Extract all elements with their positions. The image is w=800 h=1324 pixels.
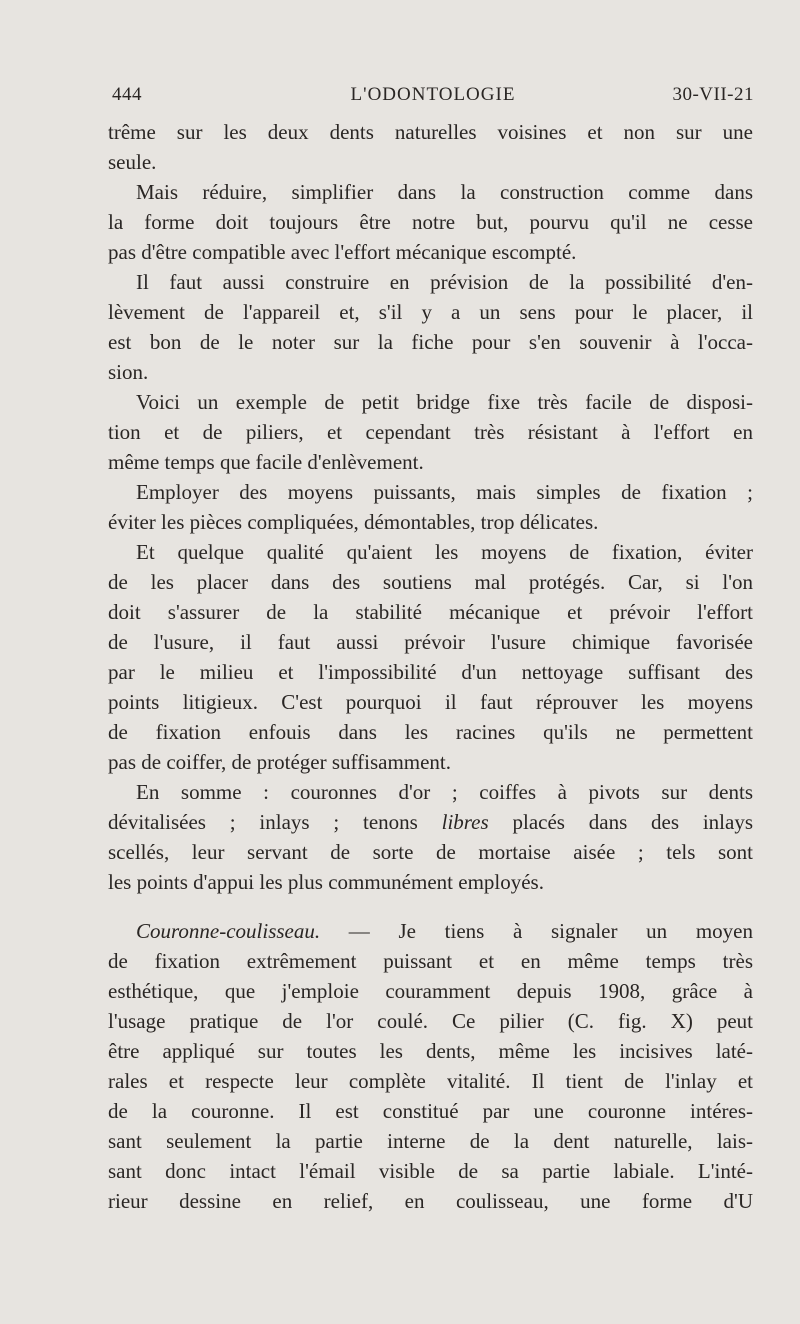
text-line: Il faut aussi construire en prévision de la possibilité d'en- [136, 270, 753, 294]
journal-title: L'ODONTOLOGIE [350, 84, 516, 105]
text-line: sion. [108, 360, 149, 384]
text-line: En somme : couronnes d'or ; coiffes à pivots sur dents [136, 780, 753, 804]
text-line: être appliqué sur toutes les dents, même les incisives laté- [108, 1039, 753, 1063]
text-line: même temps que facile d'enlèvement. [108, 450, 424, 474]
text-line: de la couronne. Il est constitué par une couronne intéres- [108, 1099, 753, 1123]
text-line: points litigieux. C'est pourquoi il faut réprouver les moyens [108, 690, 753, 714]
text-line: rieur dessine en relief, en coulisseau, une forme d'U [108, 1189, 753, 1213]
text-line: Voici un exemple de petit bridge fixe très facile de disposi- [136, 390, 753, 414]
text-line: pas d'être compatible avec l'effort mécanique escompté. [108, 240, 577, 264]
text-line: de l'usure, il faut aussi prévoir l'usure chimique favorisée [108, 630, 753, 654]
text-line: l'usage pratique de l'or coulé. Ce pilier (C. fig. X) peut [108, 1009, 753, 1033]
running-header [112, 84, 754, 112]
text-run: placés dans des inlays [488, 810, 753, 834]
text-line: éviter les pièces compliquées, démontables, trop délicates. [108, 510, 599, 534]
text-line: esthétique, que j'emploie couramment depuis 1908, grâce à [108, 979, 753, 1003]
text-line: doit s'assurer de la stabilité mécanique et prévoir l'effort [108, 600, 753, 624]
section-first-line [108, 916, 753, 946]
text-line: scellés, leur servant de sorte de mortaise aisée ; tels sont [108, 840, 753, 864]
text-line: les points d'appui les plus communément employés. [108, 870, 544, 894]
text-line: de fixation extrêmement puissant et en même temps très [108, 949, 753, 973]
text-line: rales et respecte leur complète vitalité. Il tient de l'inlay et [108, 1069, 753, 1093]
text-line: trême sur les deux dents naturelles voisines et non sur une [108, 120, 753, 144]
text-line: pas de coiffer, de protéger suffisamment. [108, 750, 452, 774]
text-line: de les placer dans des soutiens mal protégés. Car, si l'on [108, 570, 753, 594]
text-run: — Je tiens à signaler un moyen [320, 919, 753, 943]
page-number: 444 [112, 84, 142, 105]
text-line: seule. [108, 150, 157, 174]
text-run: dévitalisées ; inlays ; tenons [108, 810, 442, 834]
text-line: Mais réduire, simplifier dans la construction comme dans [136, 180, 753, 204]
text-line: tion et de piliers, et cependant très résistant à l'effort en [108, 420, 753, 444]
text-line: lèvement de l'appareil et, s'il y a un sens pour le placer, il [108, 300, 753, 324]
text-line: est bon de le noter sur la fiche pour s'en souvenir à l'occa- [108, 330, 753, 354]
section-heading: Couronne-coulisseau. [136, 919, 321, 943]
text-line: Et quelque qualité qu'aient les moyens de fixation, éviter [136, 540, 753, 564]
italic-word: libres [441, 810, 489, 834]
text-line: la forme doit toujours être notre but, pourvu qu'il ne cesse [108, 210, 753, 234]
text-line: de fixation enfouis dans les racines qu'ils ne permettent [108, 720, 753, 744]
text-line: par le milieu et l'impossibilité d'un nettoyage suffisant des [108, 660, 753, 684]
issue-date: 30-VII-21 [672, 84, 754, 105]
text-line [108, 807, 753, 837]
text-line: sant donc intact l'émail visible de sa partie labiale. L'inté- [108, 1159, 753, 1183]
text-line: Employer des moyens puissants, mais simples de fixation ; [136, 480, 753, 504]
text-line: sant seulement la partie interne de la dent naturelle, lais- [108, 1129, 753, 1153]
